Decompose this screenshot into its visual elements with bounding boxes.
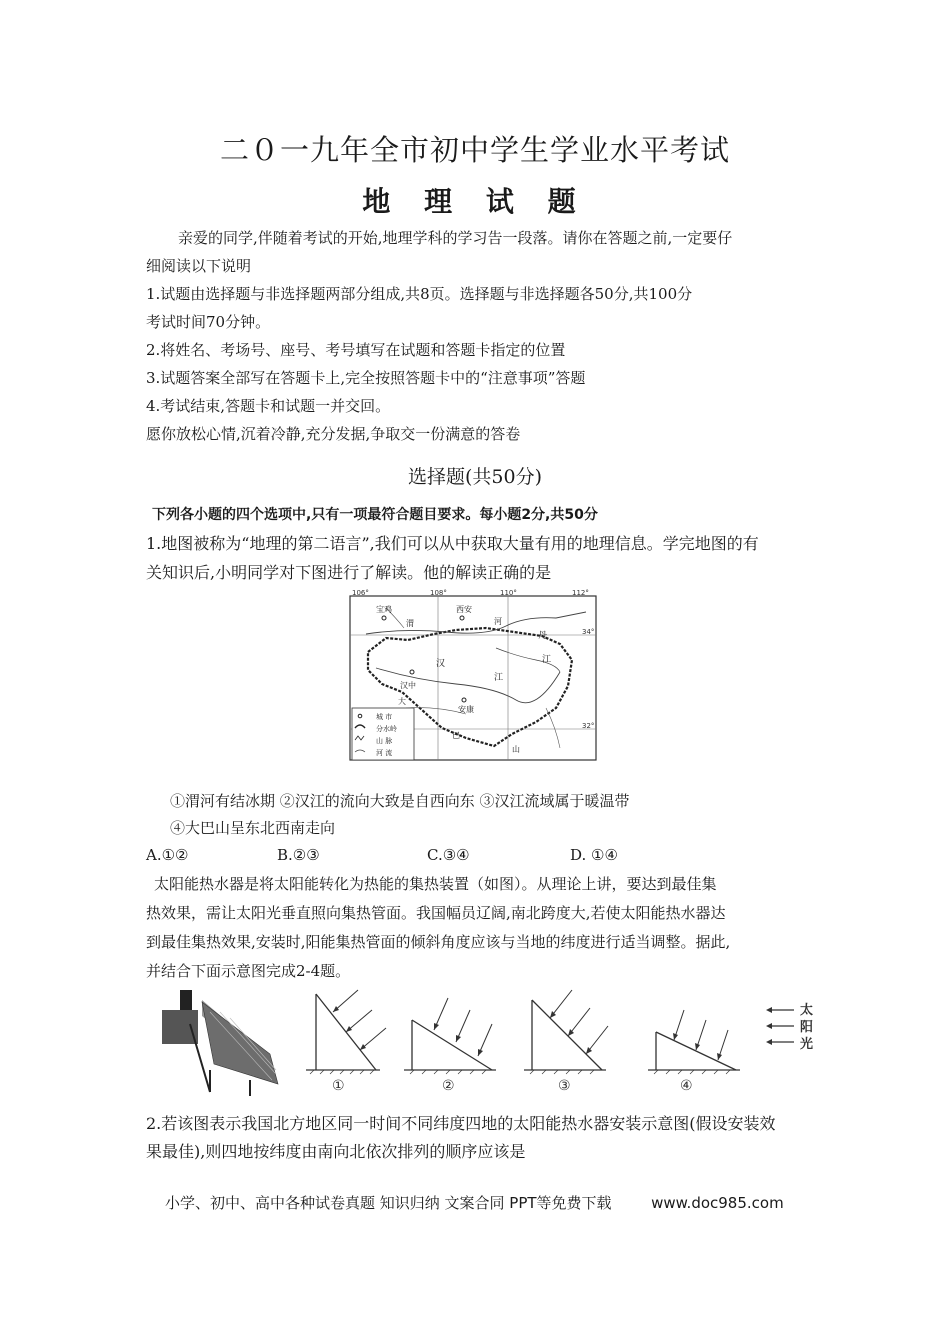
section-instruction: 下列各小题的四个选项中,只有一项最符合题目要求。每小题2分,共50分 [152, 507, 598, 523]
solar-passage-c: 到最佳集热效果,安装时,阳能集热管面的倾斜角度应该与当地的纬度进行适当调整。据此, [146, 933, 731, 951]
exam-title: 二０一九年全市初中学生学业水平考试 [219, 133, 730, 167]
lon-110-label: 110° [500, 589, 517, 597]
solar-passage-a: 太阳能热水器是将太阳能转化为热能的集热装置（如图）。从理论上讲，要达到最佳集 [154, 875, 717, 893]
label-shan: 山 [512, 745, 520, 754]
diagram-1-label: ① [332, 1078, 345, 1094]
legend-river: 河 流 [376, 749, 393, 757]
diagram-2 [404, 998, 496, 1074]
label-wei: 渭 [406, 619, 414, 628]
lon-106-label: 106° [352, 589, 369, 597]
label-he: 河 [494, 617, 502, 626]
solar-heater-photo [162, 990, 278, 1096]
label-xian: 西安 [456, 605, 472, 614]
legend-city: 城 市 [376, 713, 393, 721]
footer-promo [165, 1192, 784, 1213]
intro-line-2: 细阅读以下说明 [146, 257, 252, 275]
q2-stem-b: 果最佳),则四地按纬度由南向北依次排列的顺序应该是 [146, 1142, 526, 1161]
legend-watershed: 分水岭 [376, 725, 397, 733]
instruction-4: 4.考试结束,答题卡和试题一并交回。 [146, 397, 391, 415]
label-jiang: 江 [494, 673, 504, 683]
lat-32-label: 32° [582, 722, 595, 730]
q1-statements-b: ④大巴山呈东北西南走向 [170, 819, 336, 837]
wish-line: 愿你放松心情,沉着冷静,充分发据,争取交一份满意的答卷 [146, 425, 521, 443]
label-hanzhong: 汉中 [400, 681, 416, 690]
han-river-map [346, 588, 602, 768]
label-han: 汉 [436, 659, 446, 669]
lon-108-label: 108° [430, 589, 447, 597]
section-title: 选择题(共50分) [407, 466, 542, 488]
diagram-3-label: ③ [558, 1078, 571, 1094]
footer-text: 小学、初中、高中各种试卷真题 知识归纳 文案合同 PPT等免费下载 [165, 1194, 612, 1212]
diagram-4 [648, 1010, 740, 1074]
label-jiang2: 江 [542, 655, 552, 665]
instruction-1a: 1.试题由选择题与非选择题两部分组成,共8页。选择题与非选择题各50分,共100分 [146, 285, 693, 303]
solar-passage-d: 并结合下面示意图完成2-4题。 [146, 962, 351, 980]
q1-option-a[interactable]: A.①② [146, 846, 189, 864]
sunlight-arrows [766, 1007, 794, 1045]
q2-stem-a: 2.若该图表示我国北方地区同一时间不同纬度四地的太阳能热水器安装示意图(假设安装效 [146, 1114, 776, 1133]
q1-option-b[interactable]: B.②③ [277, 846, 320, 864]
label-baoji: 宝鸡 [376, 605, 392, 614]
lat-34-label: 34° [582, 628, 595, 636]
q1-option-d[interactable]: D. ①④ [570, 846, 618, 864]
instruction-1b: 考试时间70分钟。 [146, 313, 271, 331]
label-ankang: 安康 [458, 705, 474, 714]
q1-stem-b: 关知识后,小明同学对下图进行了解读。他的解读正确的是 [146, 563, 552, 582]
label-dan: 丹 [538, 631, 548, 641]
diagram-4-label: ④ [680, 1078, 693, 1094]
diagram-1 [306, 990, 386, 1074]
sunlight-label-2: 阳 [800, 1020, 814, 1035]
sunlight-label-1: 太 [800, 1003, 814, 1018]
lon-112-label: 112° [572, 589, 589, 597]
legend-mountain: 山 脉 [376, 737, 393, 745]
instruction-3: 3.试题答案全部写在答题卡上,完全按照答题卡中的“注意事项”答题 [146, 369, 586, 387]
exam-subtitle: 地 理 试 题 [362, 185, 588, 218]
diagram-3 [524, 990, 608, 1074]
q1-statements-a: ①渭河有结冰期 ②汉江的流向大致是自西向东 ③汉江流域属于暖温带 [170, 792, 630, 810]
intro-line-1: 亲爱的同学,伴随着考试的开始,地理学科的学习告一段落。请你在答题之前,一定要仔 [178, 229, 733, 247]
label-da: 大 [398, 697, 406, 706]
q1-stem-a: 1.地图被称为“地理的第二语言”,我们可以从中获取大量有用的地理信息。学完地图的有 [146, 534, 759, 553]
footer-url[interactable]: www.doc985.com [651, 1194, 784, 1212]
diagram-2-label: ② [442, 1078, 455, 1094]
solar-passage-b: 热效果，需让太阳光垂直照向集热管面。我国幅员辽阔,南北跨度大,若使太阳能热水器达 [146, 904, 726, 922]
q1-option-c[interactable]: C.③④ [427, 846, 470, 864]
label-ba: 巴 [452, 731, 460, 740]
solar-heater-diagrams [150, 984, 840, 1102]
instruction-2: 2.将姓名、考场号、座号、考号填写在试题和答题卡指定的位置 [146, 341, 566, 359]
sunlight-label-3: 光 [800, 1037, 814, 1052]
